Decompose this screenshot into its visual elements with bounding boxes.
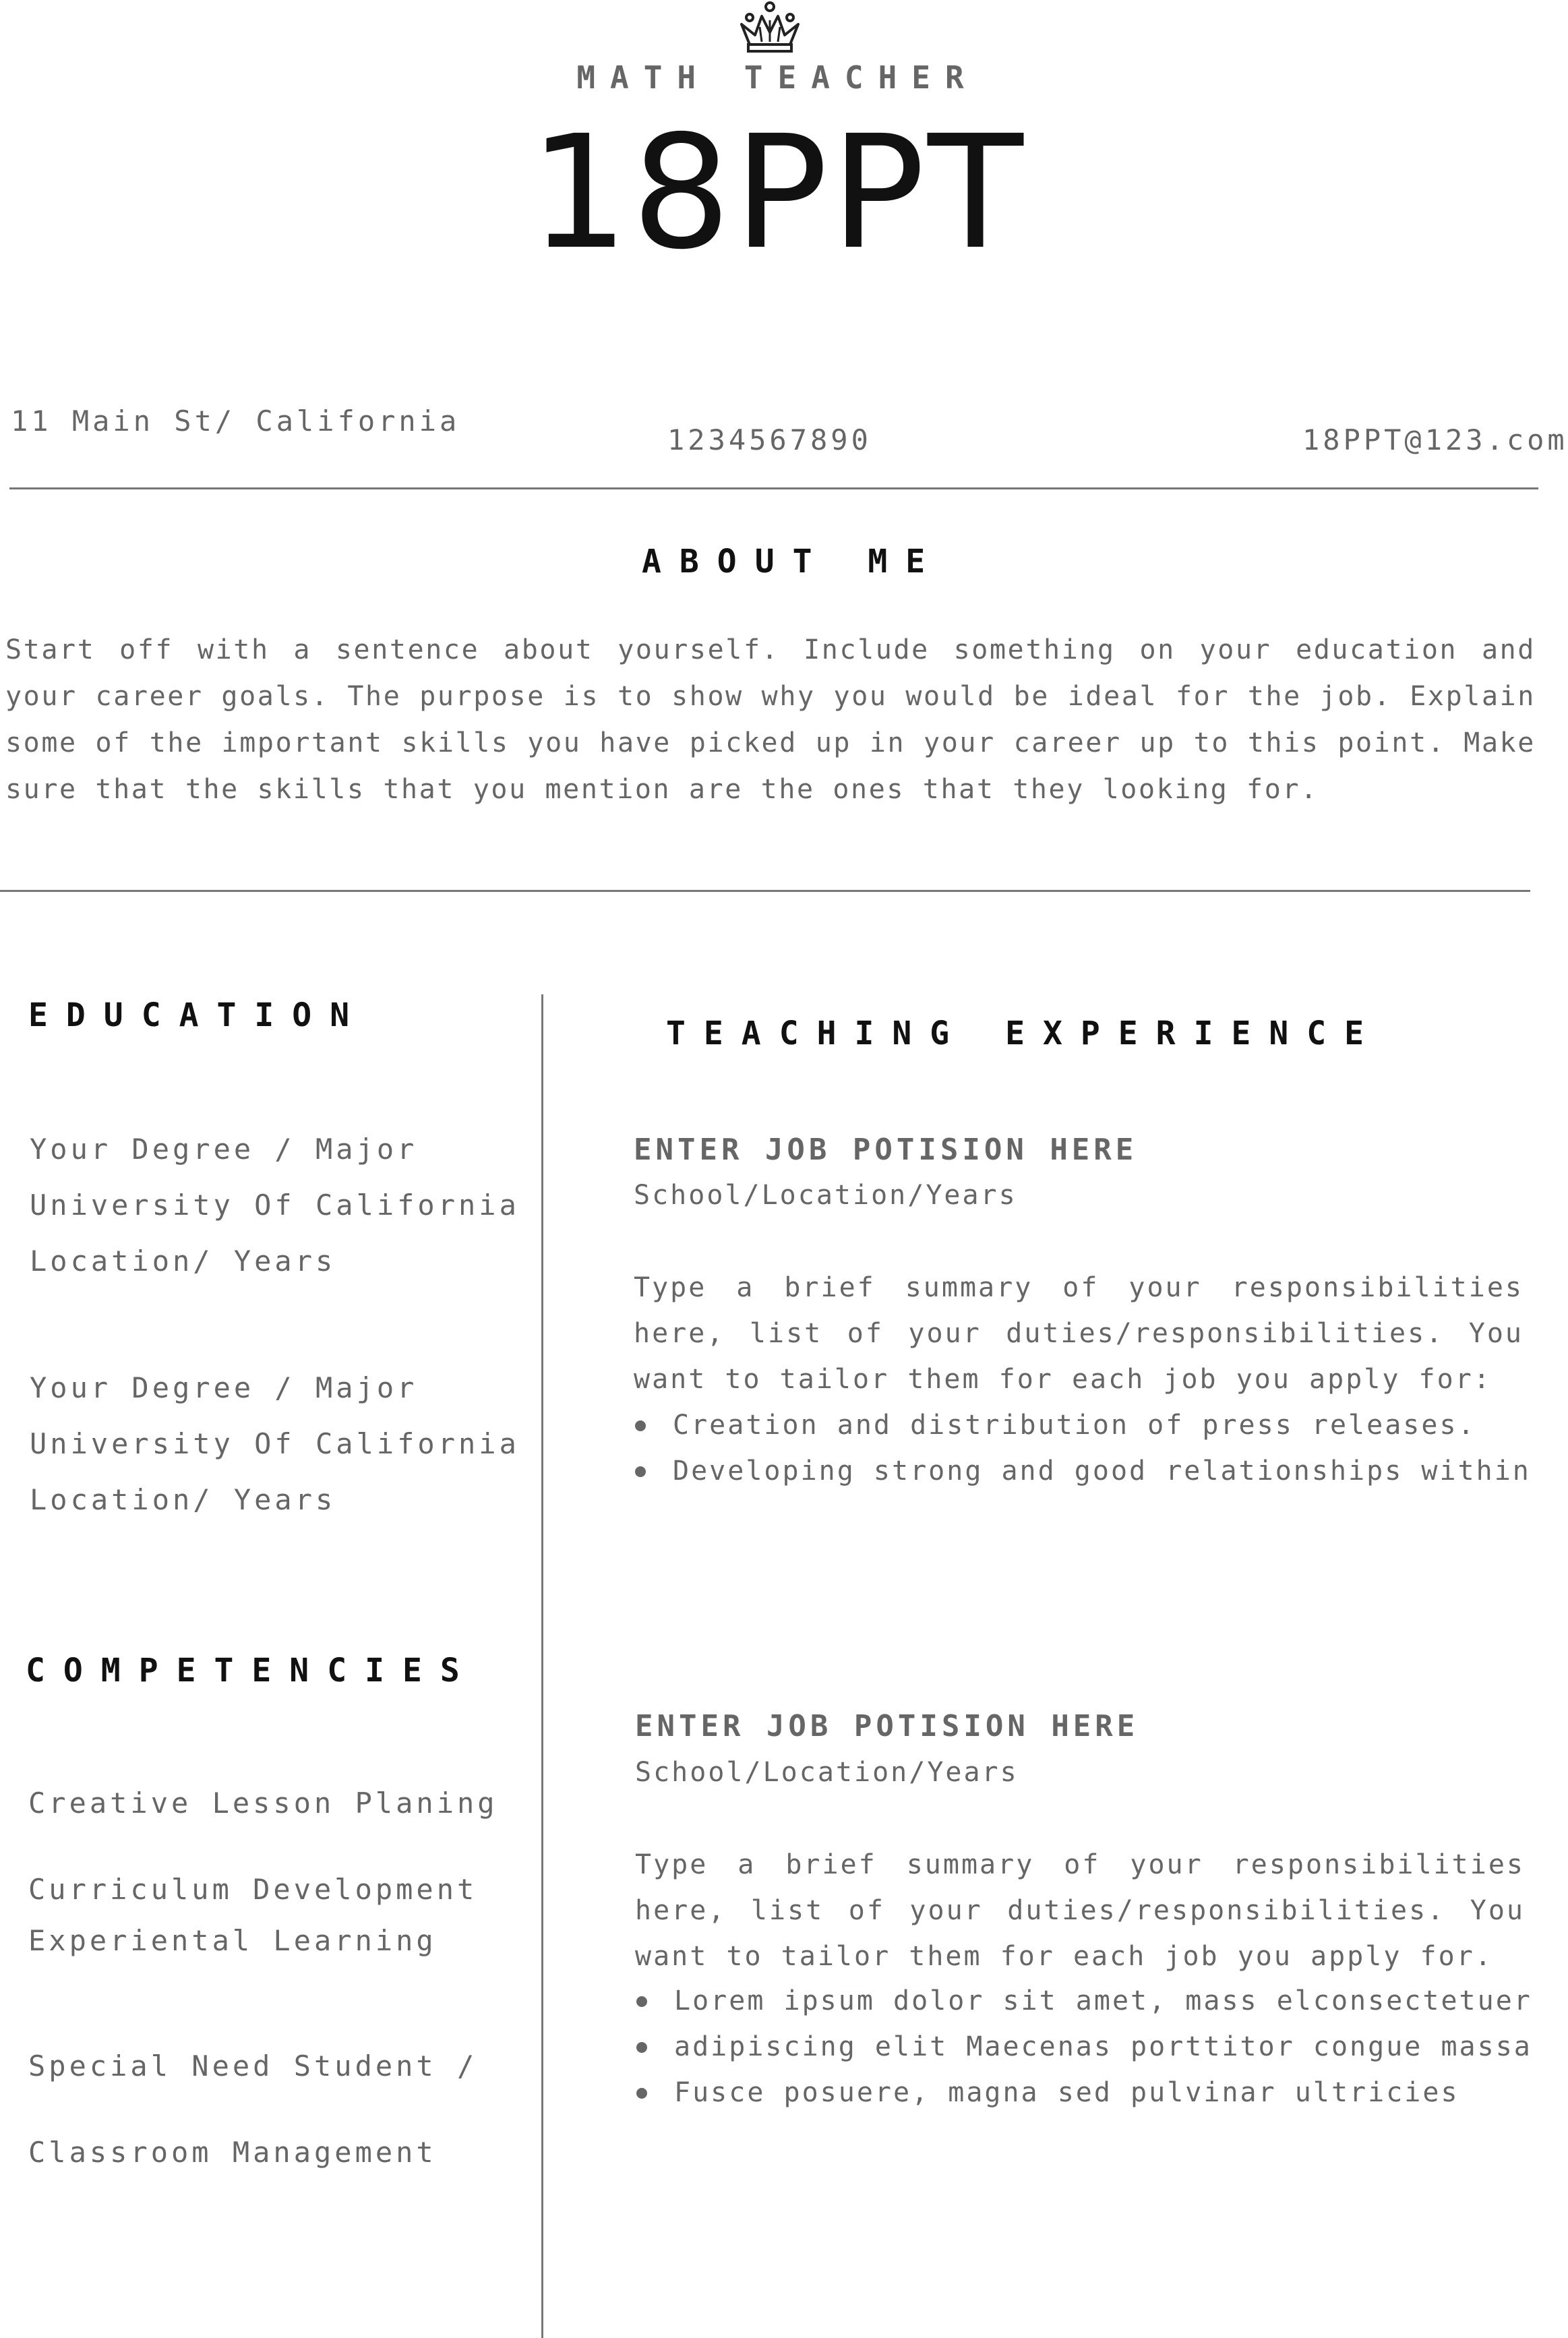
list-item: Fusce posuere, magna sed pulvinar ultricies bbox=[635, 2070, 1538, 2116]
job-title: ENTER JOB POTISION HERE bbox=[634, 1133, 1138, 1167]
contact-phone: 1234567890 bbox=[667, 423, 872, 456]
job-subtitle: MATH TEACHER bbox=[576, 59, 979, 96]
list-item: Developing strong and good relationships within bbox=[634, 1448, 1531, 1494]
contact-email: 18PPT@123.com bbox=[1302, 423, 1568, 456]
education-location: Location/ Years bbox=[30, 1245, 336, 1278]
job-bullets bbox=[634, 1402, 1531, 1494]
competencies-heading: COMPETENCIES bbox=[26, 1652, 478, 1689]
job-bullets-clip bbox=[635, 1975, 1538, 2108]
education-school: University Of California bbox=[30, 1427, 520, 1460]
competency-item: Creative Lesson Planing bbox=[28, 1787, 498, 1820]
competency-item: Special Need Student / bbox=[28, 2049, 478, 2082]
job-bullets bbox=[635, 1978, 1538, 2116]
education-degree: Your Degree / Major bbox=[30, 1133, 418, 1166]
job-meta: School/Location/Years bbox=[635, 1757, 1019, 1788]
crown-icon bbox=[736, 0, 804, 54]
job-description: Type a brief summary of your responsibilities here, list of your duties/responsibilities. You want to tailor them for each job you apply for: bbox=[634, 1272, 1524, 1395]
candidate-name: 18PPT bbox=[529, 102, 1026, 284]
list-item: adipiscing elit Maecenas porttitor congue massa bbox=[635, 2024, 1538, 2070]
competency-item: Experiental Learning bbox=[28, 1924, 437, 1957]
about-heading: ABOUT ME bbox=[642, 543, 944, 580]
job-description: Type a brief summary of your responsibilities here, list of your duties/responsibilities. You want to tailor them for each job you apply for. bbox=[635, 1849, 1525, 1972]
column-divider bbox=[541, 994, 543, 2338]
education-location: Location/ Years bbox=[30, 1483, 336, 1516]
education-degree: Your Degree / Major bbox=[30, 1371, 418, 1404]
education-school: University Of California bbox=[30, 1189, 520, 1222]
education-entry bbox=[30, 1360, 520, 1528]
experience-heading: TEACHING EXPERIENCE bbox=[666, 1015, 1383, 1052]
job-title: ENTER JOB POTISION HERE bbox=[635, 1709, 1139, 1743]
competency-item: Classroom Management bbox=[28, 2136, 437, 2169]
education-entry bbox=[30, 1121, 520, 1289]
list-item: Lorem ipsum dolor sit amet, mass elconsectetuer bbox=[635, 1978, 1538, 2024]
divider-middle bbox=[0, 890, 1530, 892]
education-heading: EDUCATION bbox=[28, 996, 368, 1034]
contact-address: 11 Main St/ California bbox=[11, 404, 460, 438]
competency-item: Curriculum Development bbox=[28, 1873, 478, 1906]
job-meta: School/Location/Years bbox=[634, 1180, 1017, 1211]
list-item: Creation and distribution of press releases. bbox=[634, 1402, 1531, 1448]
about-text: Start off with a sentence about yourself. Include something on your education and your career goals. The purpose is to show why you would be ideal for the job. Explain some of the important skills you have picked up in your career up to this point. Make sure that the skills that you mention are the ones that they looking for. bbox=[5, 634, 1536, 805]
divider-top bbox=[9, 487, 1538, 489]
